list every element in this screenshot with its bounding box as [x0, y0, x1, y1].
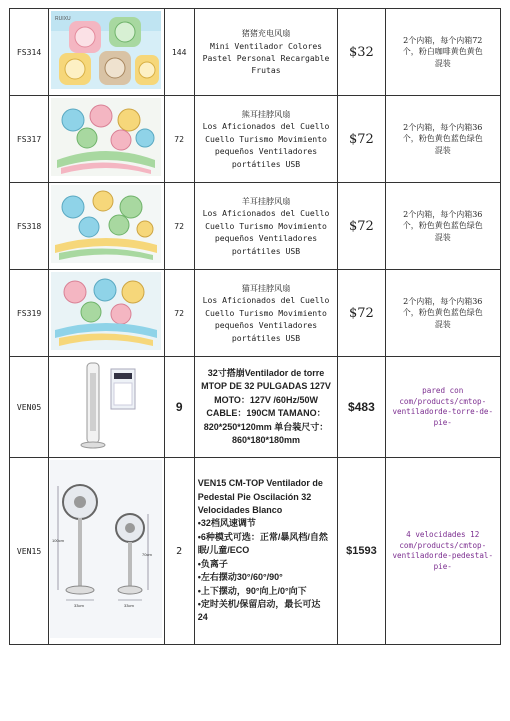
product-link[interactable]: 4 velocidades 12 com/products/cmtop- ventiladorde-pedestal- pie-: [385, 458, 501, 645]
product-image-cell: [49, 183, 164, 270]
pedestal-fan-image: [50, 460, 162, 638]
product-price: $72: [338, 270, 385, 357]
product-description: 羊耳挂脖风扇 Los Aficionados del Cuello Cuello Turismo Movimiento pequeños Ventiladores portátiles USB: [194, 183, 338, 270]
product-price: $1593: [338, 458, 385, 645]
product-code: FS317: [10, 96, 49, 183]
table-row: [10, 270, 501, 357]
cat-ear-neck-fan-image: [51, 272, 161, 350]
product-qty: 72: [164, 96, 194, 183]
product-qty: 9: [164, 357, 194, 458]
table-row: [10, 357, 501, 458]
product-description: 猫耳挂脖风扇 Los Aficionados del Cuello Cuello Turismo Movimiento pequeños Ventiladores portátiles USB: [194, 270, 338, 357]
product-image-cell: [49, 357, 164, 458]
product-code: FS319: [10, 270, 49, 357]
product-description: 猪猪充电风扇 Mini Ventilador Colores Pastel Personal Recargable Frutas: [194, 9, 338, 96]
product-image-cell: [49, 96, 164, 183]
product-code: FS314: [10, 9, 49, 96]
product-qty: 144: [164, 9, 194, 96]
product-price: $483: [338, 357, 385, 458]
height-label: 100cm: [52, 538, 65, 543]
sheep-ear-neck-fan-image: [51, 185, 161, 263]
product-description: VEN15 CM-TOP Ventilador de Pedestal Pie Oscilación 32 Velocidades Blanco •32档风速调节 •6种模式可选：正常/暴风档/自然 眠/儿童/ECO •负离子 •左右摆动30°/60°/90° •上下摆动，90°向上/0°向下 •定时关机/保留启动，最长可达 24: [194, 458, 338, 645]
product-image-cell: [49, 9, 164, 96]
product-price: $72: [338, 183, 385, 270]
table-row: [10, 183, 501, 270]
product-image-cell: [49, 458, 164, 645]
table-row: [10, 9, 501, 96]
product-price: $72: [338, 96, 385, 183]
pig-fan-image: [51, 11, 161, 89]
product-note: 2个内箱，每个内箱36 个，粉色黄色蓝色绿色 混装: [385, 96, 501, 183]
width-label: 33cm: [74, 603, 85, 608]
product-description: 32寸搭崩Ventilador de torre MTOP DE 32 PULGADAS 127V MOTO：127V /60Hz/50W CABLE：190CM TAMANO： 820*250*120mm 单台装尺寸： 860*180*180mm: [194, 357, 338, 458]
product-table: [9, 8, 501, 645]
tower-fan-image: [51, 359, 161, 451]
table-row: [10, 458, 501, 645]
product-qty: 2: [164, 458, 194, 645]
bear-ear-neck-fan-image: [51, 98, 161, 176]
product-note: 2个内箱，每个内箱36 个，粉色黄色蓝色绿色 混装: [385, 183, 501, 270]
product-code: FS318: [10, 183, 49, 270]
table-row: [10, 96, 501, 183]
product-description: 熊耳挂脖风扇 Los Aficionados del Cuello Cuello Turismo Movimiento pequeños Ventiladores portátiles USB: [194, 96, 338, 183]
product-note: 2个内箱，每个内箱36 个，粉色黄色蓝色绿色 混装: [385, 270, 501, 357]
product-image-cell: [49, 270, 164, 357]
height-label-2: 70cm: [142, 552, 153, 557]
product-link[interactable]: pared con com/products/cmtop- ventiladorde-torre-de- pie-: [385, 357, 501, 458]
product-code: VEN05: [10, 357, 49, 458]
width-label-2: 33cm: [124, 603, 135, 608]
product-qty: 72: [164, 270, 194, 357]
product-price: $32: [338, 9, 385, 96]
product-code: VEN15: [10, 458, 49, 645]
product-note: 2个内箱，每个内箱72 个，粉白咖啡黄色黄色 混装: [385, 9, 501, 96]
product-qty: 72: [164, 183, 194, 270]
brand-label: RUIXU: [55, 16, 71, 22]
